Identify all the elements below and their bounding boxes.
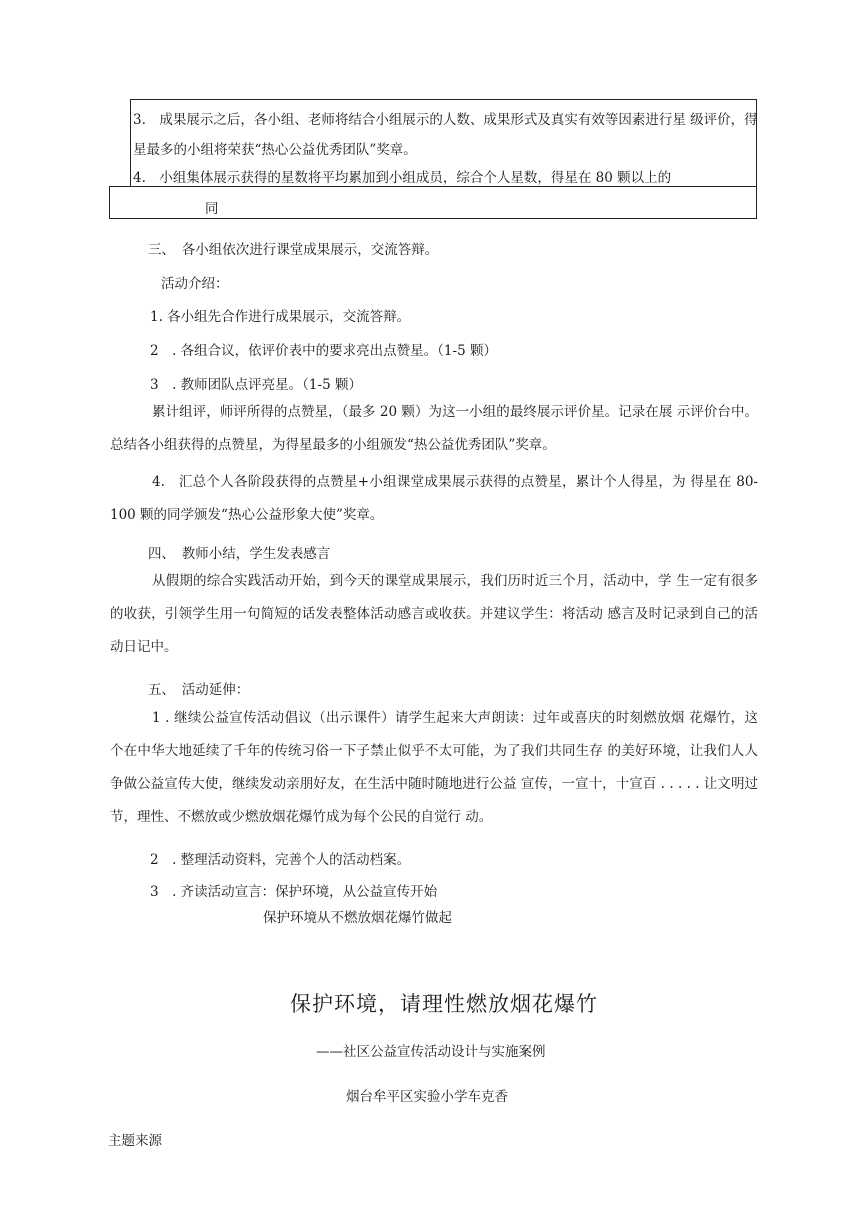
section-4-paragraph: 从假期的综合实践活动开始，到今天的课堂成果展示，我们历时近三个月，活动中，学 生一定有很多的收获，引领学生用一句简短的话发表整体活动感言或收获。并建议学生：将活动 感言及时记录到自己的活动日记中。 xyxy=(110,573,758,655)
article-author: 烟台牟平区实验小学车克香 xyxy=(346,1089,508,1105)
section-3-step-3: 3 . 教师团队点评亮星。（1-5 颗） xyxy=(150,377,362,393)
section-3-paragraph: 累计组评，师评所得的点赞星，（最多 20 颗）为这一小组的最终展示评价星。记录在展 示评价台中。总结各小组获得的点赞星，为得星最多的小组颁发“热公益优秀团队”奖章。 xyxy=(110,404,758,453)
article-title: 保护环境，请理性燃放烟花爆竹 xyxy=(290,992,598,1016)
section-3-step-2: 2 . 各组合议，依评价表中的要求亮出点赞星。（1-5 颗） xyxy=(150,343,497,359)
criteria-item-4-line-2: 同 xyxy=(205,201,219,217)
section-3-heading: 三、 各小组依次进行课堂成果展示，交流答辩。 xyxy=(148,242,439,258)
section-5-item-2: 2 . 整理活动资料，完善个人的活动档案。 xyxy=(150,852,411,868)
section-5-item-1: 1 . 继续公益宣传活动倡议（出示课件）请学生起来大声朗读：过年或喜庆的时刻燃放烟 花爆竹，这个在中华大地延续了千年的传统习俗一下子禁止似乎不太可能，为了我们共同生存 的美好环境，让我们人人争做公益宣传大使，继续发动亲朋好友，在生活中随时随地进行公益 宣传，一宣十，十宣百 . . . . . 让文明过节，理性、不燃放或少燃放烟花爆竹成为每个公民的自觉行 动。 xyxy=(110,710,758,825)
section-5-heading: 五、 活动延伸： xyxy=(148,682,250,698)
section-3-step-1: 1. 各小组先合作进行成果展示，交流答辩。 xyxy=(150,309,411,325)
criteria-item-3-line-1: 3. 成果展示之后，各小组、老师将结合小组展示的人数、成果形式及真实有效等因素进行星 级评价，得 xyxy=(133,112,758,128)
section-label-theme-source: 主题来源 xyxy=(108,1133,162,1149)
section-5-item-3: 3 . 齐读活动宣言：保护环境，从公益宣传开始 xyxy=(150,884,438,900)
section-3-intro: 活动介绍： xyxy=(161,276,229,292)
criteria-item-3-line-2: 星最多的小组将荣获“热心公益优秀团队”奖章。 xyxy=(133,142,417,158)
article-subtitle: ——社区公益宣传活动设计与实施案例 xyxy=(316,1044,546,1060)
section-5-item-3-continued: 保护环境从不燃放烟花爆竹做起 xyxy=(263,910,452,926)
section-3-step-4: 4. 汇总个人各阶段获得的点赞星+小组课堂成果展示获得的点赞星，累计个人得星，为 得星在 80-100 颗的同学颁发“热心公益形象大使”奖章。 xyxy=(110,474,758,523)
criteria-item-4-line-1: 4. 小组集体展示获得的星数将平均累加到小组成员，综合个人星数，得星在 80 颗以上的 xyxy=(133,170,672,186)
section-4-heading: 四、 教师小结，学生发表感言 xyxy=(148,546,331,562)
